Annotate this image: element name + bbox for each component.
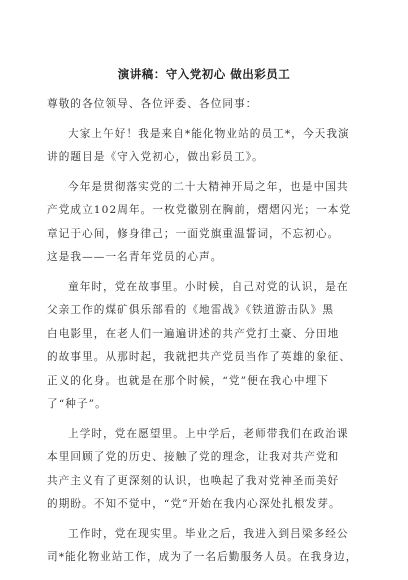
paragraph-greeting xyxy=(47,123,365,170)
paragraph-line: 本里回顾了党的历史、接触了党的理念，让我对共产党和 xyxy=(47,451,340,463)
salutation: 尊敬的各位领导、各位评委、各位同事： xyxy=(47,98,258,110)
paragraph-line: 这是我——一名青年党员的心声。 xyxy=(47,251,223,263)
paragraph-childhood xyxy=(47,276,365,417)
paragraph-line: 了“种子”。 xyxy=(47,398,107,410)
paragraph-line: 正义的化身。也就是在那个时候，“党”便在我心中埋下 xyxy=(47,374,329,387)
paragraph-line: 工作时，党在现实里。毕业之后，我进入到吕梁多经公 xyxy=(68,527,349,540)
paragraph-line: 上学时，党在愿望里。上中学后，老师带我们在政治课 xyxy=(68,427,349,440)
paragraph-line: 父亲工作的煤矿俱乐部看的《地雷战》《铁道游击队》黑 xyxy=(47,304,335,316)
speech-body xyxy=(47,93,365,570)
paragraph-work xyxy=(47,523,365,570)
speech-title: 演讲稿：守入党初心 做出彩员工 xyxy=(117,67,291,81)
paragraph-line: 大家上午好！我是来自*能化物业站的员工*，今天我演 xyxy=(68,127,350,140)
paragraph-line: 的期盼。不知不觉中，“党”开始在我内心深处扎根发芽。 xyxy=(47,498,341,510)
paragraph-line: 讲的题目是《守入党初心，做出彩员工》。 xyxy=(47,151,264,163)
paragraph-anniversary xyxy=(47,176,365,270)
paragraph-line: 的故事里。从那时起，我就把共产党员当作了英雄的象征、 xyxy=(47,351,352,363)
paragraph-line: 共产主义有了更深刻的认识，也唤起了我对党神圣而美好 xyxy=(47,474,340,487)
paragraph-line: 司*能化物业站工作，成为了一名后勤服务人员。在我身边， xyxy=(47,551,358,563)
paragraph-school xyxy=(47,423,365,517)
paragraph-line: 章记于心间，修身律己；一面党旗重温誓词，不忘初心。 xyxy=(47,227,340,240)
paragraph-line: 产党成立102周年。一枚党徽别在胸前，熠熠闪光；一本党 xyxy=(47,204,352,216)
paragraph-line: 白电影里，在老人们一遍遍讲述的共产党打土豪、分田地 xyxy=(47,327,340,340)
paragraph-line: 今年是贯彻落实党的二十大精神开局之年，也是中国共 xyxy=(68,180,349,193)
paragraph-line: 童年时，党在故事里。小时候，自己对党的认识，是在 xyxy=(68,280,349,293)
